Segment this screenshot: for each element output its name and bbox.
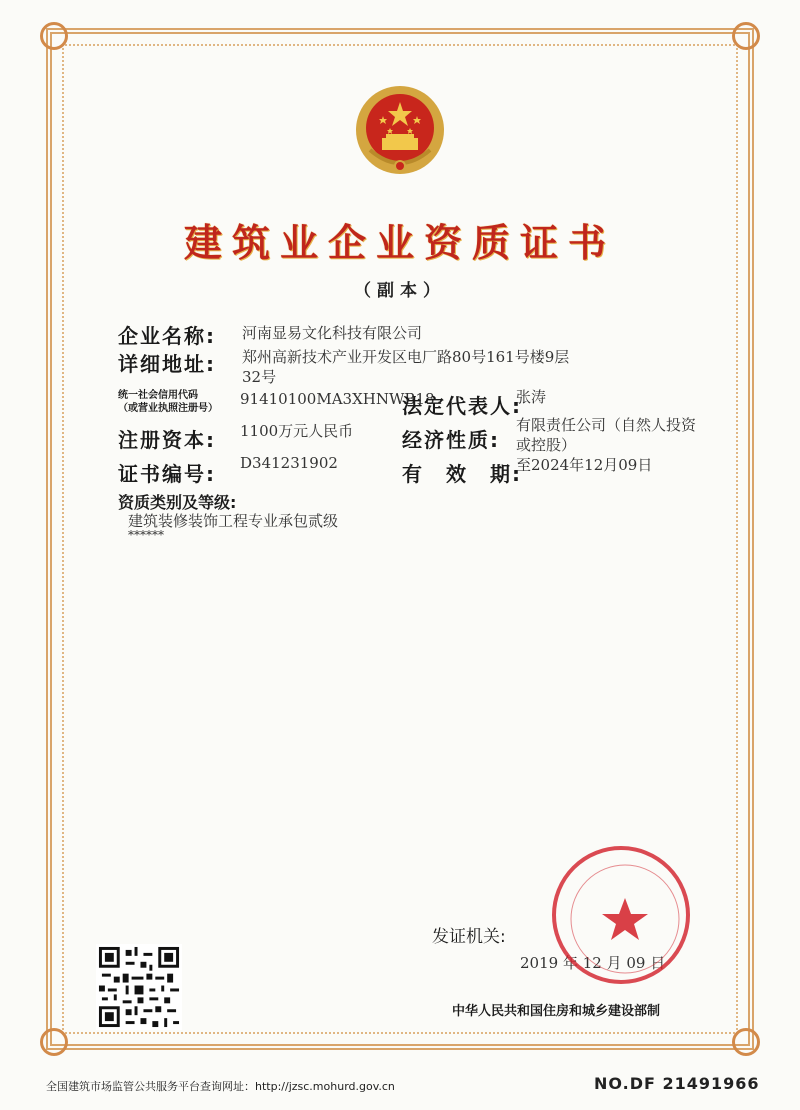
certificate-title: 建筑业企业资质证书	[183, 221, 616, 265]
issuer-label: 发证机关:	[432, 927, 506, 947]
validity-label: 有 效 期:	[402, 462, 522, 486]
cert-no-label: 证书编号:	[118, 462, 216, 486]
address-value-line1: 郑州高新技术产业开发区电厂路80号161号楼9层	[242, 348, 570, 366]
economic-nature-value-line2: 或控股）	[516, 436, 577, 454]
qualification-label: 资质类别及等级:	[118, 493, 237, 512]
national-emblem-icon	[350, 80, 450, 180]
issue-date: 2019 年 12 月 09 日	[520, 954, 666, 972]
issuing-authority: 中华人民共和国住房和城乡建设部制	[452, 1004, 661, 1019]
economic-nature-label: 经济性质:	[402, 428, 500, 452]
company-name-value: 河南显易文化科技有限公司	[242, 324, 423, 342]
address-value-line2: 32号	[242, 368, 277, 386]
corner-ornament	[732, 1028, 760, 1056]
seal-star-icon	[556, 850, 694, 988]
address-label: 详细地址:	[118, 352, 216, 376]
credit-code-label-line1: 统一社会信用代码	[118, 390, 198, 401]
credit-code-label-line2: （或营业执照注册号）	[118, 403, 218, 414]
legal-rep-label: 法定代表人:	[402, 394, 522, 418]
certificate-serial-number: NO.DF 21491966	[594, 1074, 760, 1093]
corner-ornament	[732, 22, 760, 50]
capital-value: 1100万元人民币	[240, 422, 354, 440]
validity-value: 至2024年12月09日	[516, 456, 653, 474]
corner-ornament	[40, 22, 68, 50]
credit-code-value: 91410100MA3XHNWB18	[240, 390, 435, 408]
economic-nature-value-line1: 有限责任公司（自然人投资	[516, 416, 697, 434]
cert-no-value: D341231902	[240, 454, 338, 472]
official-seal	[552, 846, 690, 984]
qr-code-icon	[96, 944, 182, 1030]
qualification-value: 建筑装修装饰工程专业承包贰级	[128, 512, 339, 530]
certificate-subtitle: （副本）	[354, 281, 446, 301]
verification-url-text: 全国建筑市场监管公共服务平台查询网址：http://jzsc.mohurd.gov.cn	[46, 1080, 395, 1093]
credit-code-label	[118, 389, 218, 415]
company-name-label: 企业名称:	[118, 324, 216, 348]
qualification-end-marker: ******	[128, 528, 164, 542]
corner-ornament	[40, 1028, 68, 1056]
capital-label: 注册资本:	[118, 428, 216, 452]
legal-rep-value: 张涛	[516, 388, 547, 406]
